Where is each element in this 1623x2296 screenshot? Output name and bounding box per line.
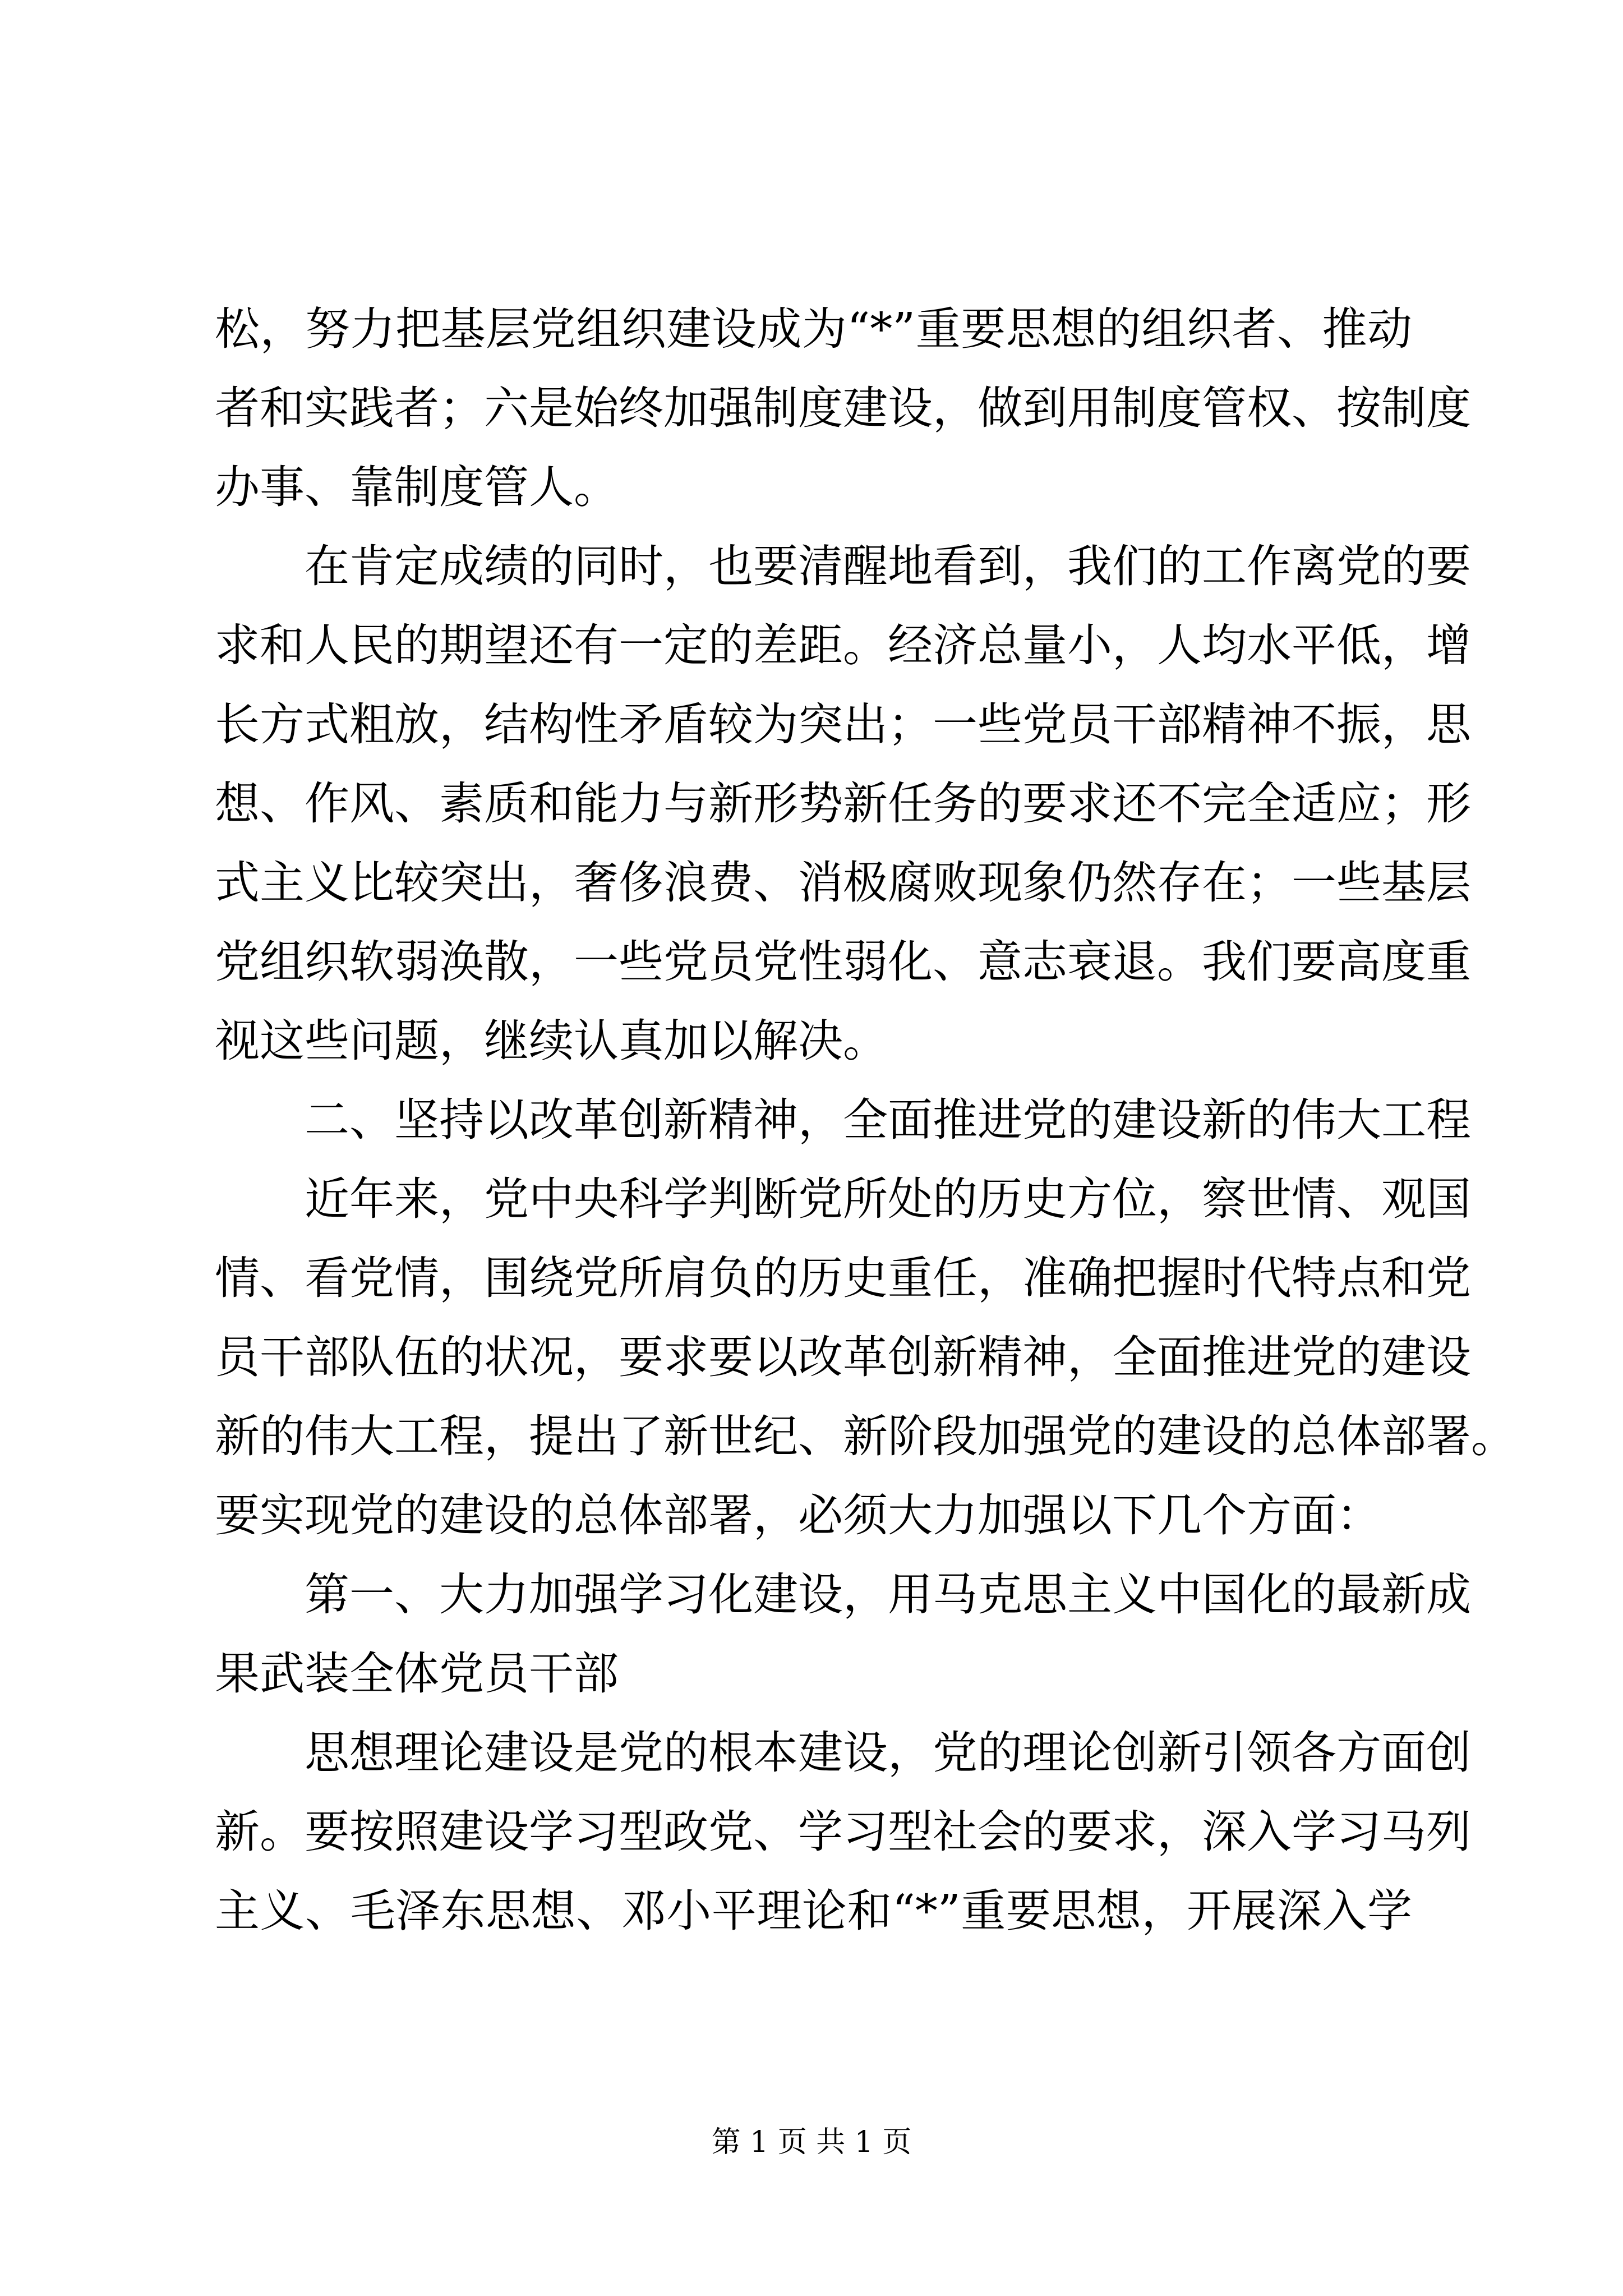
text-line: 长方式粗放，结构性矛盾较为突出；一些党员干部精神不振，思	[215, 698, 1471, 751]
text-line: 主义、毛泽东思想、邓小平理论和“*”重要思想，开展深入学	[215, 1885, 1412, 1937]
text-line: 情、看党情，围绕党所肩负的历史重任，准确把握时代特点和党	[215, 1252, 1471, 1304]
text-line: 松，努力把基层党组织建设成为“*”重要思想的组织者、推动	[215, 303, 1412, 355]
text-line: 二、坚持以改革创新精神，全面推进党的建设新的伟大工程	[305, 1094, 1471, 1146]
text-line: 在肯定成绩的同时，也要清醒地看到，我们的工作离党的要	[305, 540, 1471, 592]
text-line: 者和实践者；六是始终加强制度建设，做到用制度管权、按制度	[215, 382, 1471, 434]
text-line: 思想理论建设是党的根本建设，党的理论创新引领各方面创	[305, 1727, 1471, 1779]
text-line: 视这些问题，继续认真加以解决。	[215, 1015, 888, 1067]
text-line: 员干部队伍的状况，要求要以改革创新精神，全面推进党的建设	[215, 1331, 1471, 1383]
text-line: 要实现党的建设的总体部署，必须大力加强以下几个方面：	[215, 1489, 1381, 1542]
text-line: 果武装全体党员干部	[215, 1648, 619, 1700]
text-line: 近年来，党中央科学判断党所处的历史方位，察世情、观国	[305, 1173, 1471, 1225]
text-line: 办事、靠制度管人。	[215, 461, 619, 513]
text-line: 求和人民的期望还有一定的差距。经济总量小，人均水平低，增	[215, 619, 1471, 671]
text-line: 第一、大力加强学习化建设，用马克思主义中国化的最新成	[305, 1568, 1471, 1621]
body-text	[215, 296, 1516, 1957]
text-line: 新的伟大工程，提出了新世纪、新阶段加强党的建设的总体部署。	[215, 1410, 1516, 1462]
text-line: 式主义比较突出，奢侈浪费、消极腐败现象仍然存在；一些基层	[215, 857, 1471, 909]
text-line: 想、作风、素质和能力与新形势新任务的要求还不完全适应；形	[215, 777, 1471, 830]
text-line: 新。要按照建设学习型政党、学习型社会的要求，深入学习马列	[215, 1806, 1471, 1858]
text-line: 党组织软弱涣散，一些党员党性弱化、意志衰退。我们要高度重	[215, 936, 1471, 988]
page-footer: 第 1 页 共 1 页	[711, 2125, 912, 2159]
